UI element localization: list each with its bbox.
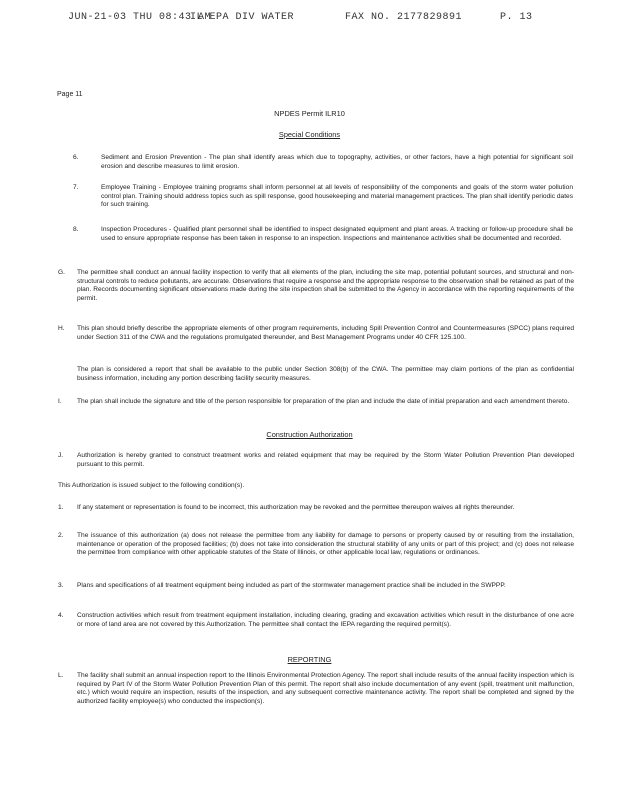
item-label: 6. [73,154,79,161]
item-label: 7. [73,184,79,191]
fax-date: JUN-21-03 THU 08:43 AM [68,12,212,23]
plan-public-paragraph: The plan is considered a report that shall be available to the public under Section 308(b) of the CWA. The permittee may claim portions of the plan as confidential business information, including any portion describing facility security measures. [77,366,574,382]
item-text: Authorization is hereby granted to construct treatment works and related equipment that may be required by the Storm Water Pollution Prevention Plan developed pursuant to this permit. [77,452,574,468]
item-text: Sediment and Erosion Prevention - The plan shall identify areas which due to topography, activities, or other factors, have a high potential for significant soil erosion and describe measures to limit erosion. [101,154,573,170]
item-text: Construction activities which result from treatment equipment installation, including clearing, grading and excavation activities which result in the disturbance of one acre or more of land area are not covered by this Authorization. The permittee shall contact the IEPA regarding the required permit(s). [77,612,574,628]
item-label: 1. [58,504,64,511]
fax-number: FAX NO. 2177829891 [345,12,463,23]
item-label: 2. [58,532,64,539]
conditions-intro: This Authorization is issued subject to the following condition(s). [58,482,245,489]
reporting-heading: REPORTING [287,655,332,664]
item-text: Plans and specifications of all treatment equipment being included as part of the stormwater management practice shall be included in the SWPPP. [77,582,506,589]
item-label: 4. [58,612,64,619]
fax-sender: IL EPA DIV WATER [190,12,295,23]
item-label: H. [58,325,65,332]
fax-page-number: P. 13 [500,12,533,23]
permit-title: NPDES Permit ILR10 [274,109,345,118]
item-text: Inspection Procedures - Qualified plant personnel shall be identified to inspect designated equipment and plant areas. A tracking or follow-up procedure shall be used to ensure appropriate response has been taken in response to an inspection. Inspections and maintenance activities shall be documented and recorded. [101,226,573,242]
item-label: L. [58,672,64,679]
item-text: The issuance of this authorization (a) does not release the permittee from any liability for damage to persons or property caused by or resulting from the installation, maintenance or operation of the proposed facilities; (b) does not take into consideration the structural stability of any units or part of this project; and (c) does not release the permittee from compliance with other applicable statutes of the State of Illinois, or other applicable local law, regulations or ordinances. [77,532,574,557]
item-label: J. [58,452,64,459]
item-text: If any statement or representation is found to be incorrect, this authorization may be revoked and the permittee thereupon waives all rights thereunder. [77,504,515,511]
item-text: Employee Training - Employee training programs shall inform personnel at all levels of responsibility of the components and goals of the storm water pollution control plan. Training should address topics such as spill response, good housekeeping and material management practices. The plan shall identify periodic dates for such training. [101,184,573,209]
item-label: 8. [73,226,79,233]
page-label: Page 11 [57,91,83,98]
item-text: The permittee shall conduct an annual facility inspection to verify that all elements of the plan, including the site map, potential pollutant sources, and structural and non-structural controls to reduce pollutants, are accurate. Observations that require a response and the appropriate response to the observation shall be retained as part of the plan. Records documenting significant observations made during the site inspection shall be submitted to the Agency in accordance with the reporting requirements of the permit. [77,269,574,302]
item-label: 3. [58,582,64,589]
item-text: The plan shall include the signature and title of the person responsible for preparation of the plan and include the date of initial preparation and each amendment thereto. [77,398,570,405]
item-label: I. [58,398,62,405]
item-label: G. [58,269,65,276]
special-conditions-heading: Special Conditions [278,130,341,139]
item-text: The facility shall submit an annual inspection report to the Illinois Environmental Protection Agency. The report shall include results of the annual facility inspection which is required by Part IV of the Storm Water Pollution Prevention Plan of this permit. The report shall also include documentation of any event (spill, treatment unit malfunction, etc.) which would require an inspection, results of the inspection, and any subsequent corrective maintenance activity. The report shall be completed and signed by the authorized facility employee(s) who conducted the inspection(s). [77,672,574,705]
item-text: This plan should briefly describe the appropriate elements of other program requirements, including Spill Prevention Control and Countermeasures (SPCC) plans required under Section 311 of the CWA and the regulations promulgated thereunder, and Best Management Programs under 40 CFR 125.100. [77,325,574,341]
construction-authorization-heading: Construction Authorization [266,430,353,439]
